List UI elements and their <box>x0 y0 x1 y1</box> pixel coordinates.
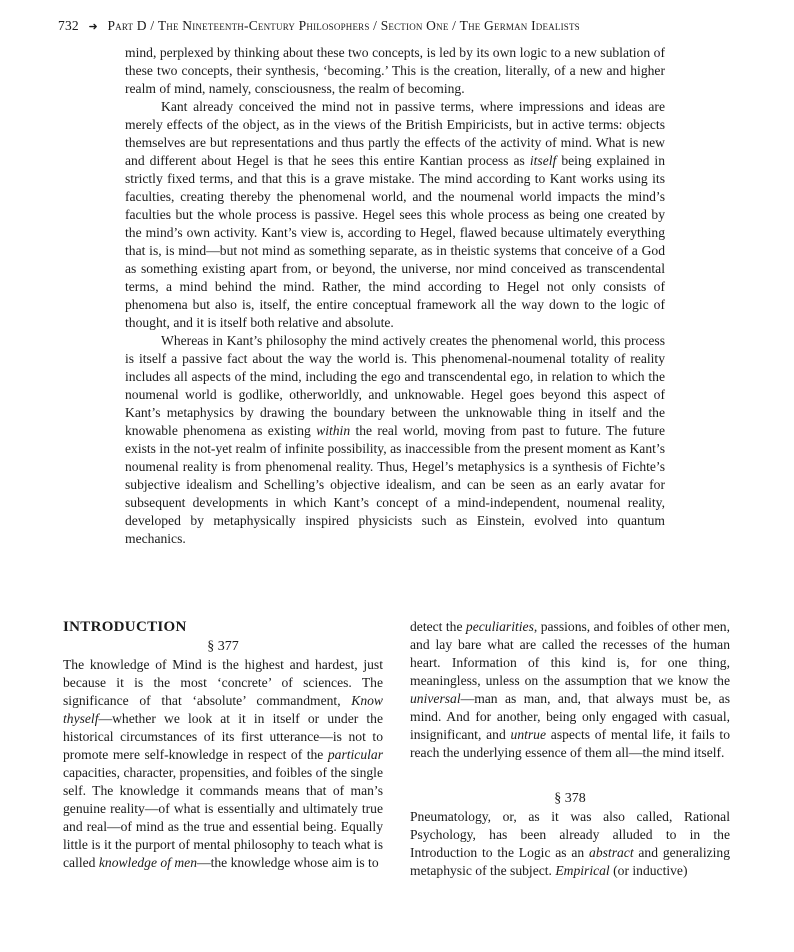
header-separator: / <box>373 18 378 33</box>
introduction-heading: INTRODUCTION <box>63 619 187 635</box>
header-separator: / <box>150 18 155 33</box>
part-label: Part D <box>107 18 147 33</box>
paragraph: Whereas in Kant’s philosophy the mind actively creates the phenomenal world, this process is itself a passive fact about the way the world is. This phenomenal-noumenal totality of reality includes all aspects of the mind, including the ego and transcendental ego, in relation to which the noumenal world is godlike, otherworldly, and unknowable. Hegel goes beyond this aspect of Kant’s metaphysics by drawing the boundary between the unknowable thing in itself and the knowable phenomena as existing within the real world, moving from past to future. The future exists in the not-yet realm of infinite possibility, as inaccessible from the present moment as Kant’s noumenal reality is from phenomenal reality. Thus, Hegel’s metaphysics is a synthesis of Fichte’s subjective idealism and Schelling’s objective idealism, and can be seen as an early avatar for subsequent developments in which Kant’s concept of a mind-independent, noumenal reality, developed by metaphysically inspired physicists such as Einstein, evolved into quantum mechanics. <box>125 333 665 546</box>
paragraph: Pneumatology, or, as it was also called, Rational Psychology, has been already alluded to in the Introduction to the Logic as an abstract and generalizing metaphysic of the subject. Empirical (or inductive) <box>410 809 730 878</box>
part-title: The Nineteenth-Century Philosophers <box>157 18 370 33</box>
paragraph: The knowledge of Mind is the highest and hardest, just because it is the most ‘concrete’ of sciences. The significance of that ‘absolute’ commandment, Know thyself—whether we look at it in itself or under the historical circumstances of its first utterance—is not to promote mere self-knowledge in respect of the particular capacities, character, propensities, and foibles of the single self. The knowledge it commands means that of man’s genuine reality—of what is essentially and ultimately true and real—of mind as the true and essential being. Equally little is it the purport of mental philosophy to teach what is called knowledge of men—the knowledge whose aim is to <box>63 657 383 870</box>
running-header <box>58 18 748 34</box>
arrow-icon: ➜ <box>88 21 98 33</box>
section-label: Section One <box>380 18 449 33</box>
paragraph: Kant already conceived the mind not in passive terms, where impressions and ideas are merely effects of the object, as in the views of the British Empiricists, but in active terms: objects themselves are but representations and thus partly the effects of the activity of mind. What is new and different about Hegel is that he sees this entire Kantian process as itself being explained in strictly fixed terms, and that this is a grave mistake. The mind according to Kant works using its faculties, creating thereby the phenomenal world, and the noumenal world impacts the mind’s faculties but the whole process is passive. Hegel sees this whole process as being one created by the mind’s own activity. Kant’s view is, according to Hegel, flawed because ultimately everything that is, is mind—but not mind as something separate, as in theistic systems that conceive of a God as something existing apart from, or beyond, the universe, nor mind conceived as transcendental terms, a mind behind the mind. Rather, the mind according to Hegel not only consists of phenomena but also is, itself, the entire conceptual framework all the way down to the logic of thought, and it is itself both relative and absolute. <box>125 99 666 330</box>
paragraph: mind, perplexed by thinking about these two concepts, is led by its own logic to a new sublation of these two concepts, their synthesis, ‘becoming.’ This is the creation, literally, of a new and higher realm of mind, namely, consciousness, the realm of becoming. <box>125 45 665 96</box>
section-title: The German Idealists <box>459 18 580 33</box>
page-number: 732 <box>58 18 79 33</box>
section-number: § 377 <box>207 639 239 654</box>
right-column <box>410 618 730 880</box>
left-column <box>63 618 383 872</box>
header-separator: / <box>452 18 457 33</box>
commentary-text <box>125 44 665 548</box>
paragraph: detect the peculiarities, passions, and foibles of other men, and lay bare what are called the recesses of the human heart. Information of this kind is, for one thing, meaningless, unless on the assumption that we know the universal—man as man, and, that always must be, as mind. And for another, being only engaged with casual, insignificant, and untrue aspects of mental life, it fails to reach the underlying essence of them all—the mind itself. <box>410 619 730 760</box>
section-number: § 378 <box>554 791 586 806</box>
